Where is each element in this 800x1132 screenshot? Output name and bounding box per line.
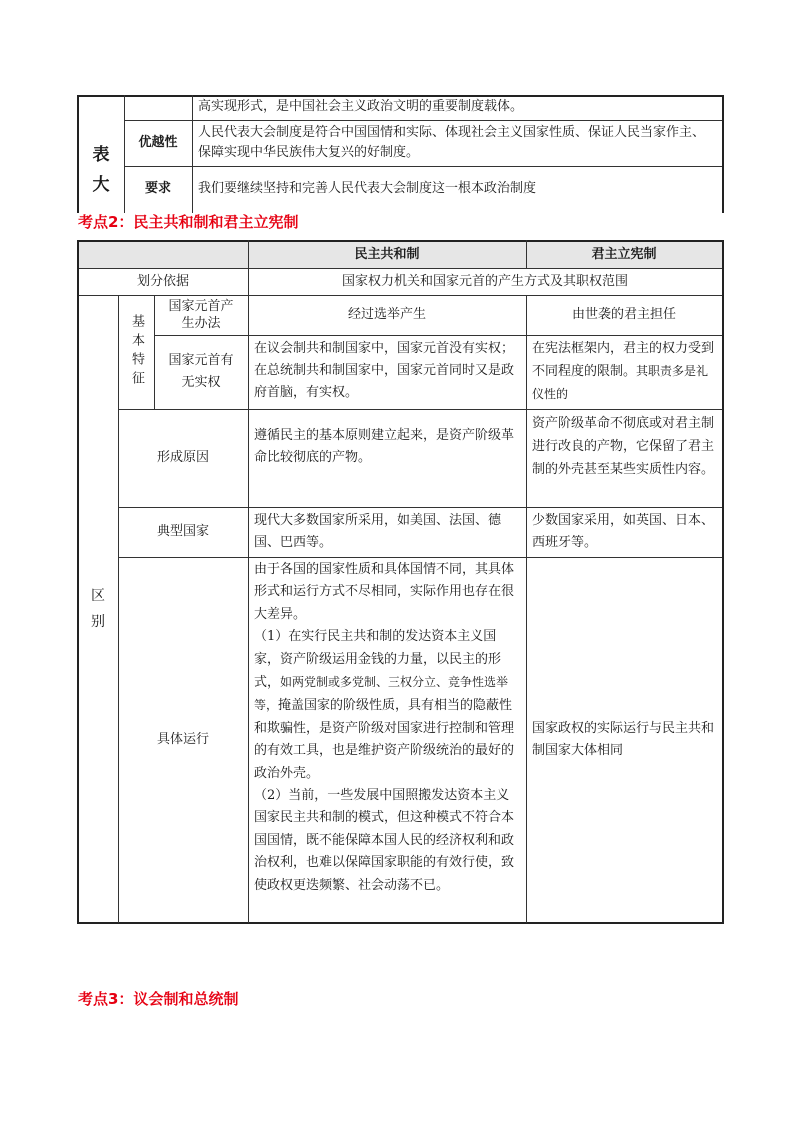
table2-head-power-monarchy-b: 其职责多是礼仪性的 [532, 364, 709, 401]
table2-origin-republic: 遵循民主的基本原则建立起来，是资产阶级革命比较彻底的产物。 [254, 428, 515, 465]
table2-operation-republic [248, 557, 526, 923]
table1-row-content-advantage: 人民代表大会制度是符合中国国情和实际、体现社会主义国家性质、保证人民当家作主、保障实现中华民族伟大复兴的好制度。 [198, 125, 706, 160]
table2-head-origin-republic: 经过选举产生 [347, 307, 426, 322]
table2-typical-label: 典型国家 [156, 524, 209, 539]
table2-operation-republic-p1: 由于各国的国家性质和具体国情不同，其具体形式和运行方式不尽相同，实际作用也存在很大差异。 [254, 562, 515, 622]
table1-row-content-requirement: 我们要继续坚持和完善人民代表大会制度这一根本政治制度 [198, 181, 537, 196]
table2-operation-monarchy: 国家政权的实际运行与民主共和制国家大体相同 [532, 721, 715, 758]
table1-row-label-requirement: 要求 [144, 181, 171, 196]
table2-header-blank [78, 241, 248, 268]
table1-row-label-advantage: 优越性 [138, 135, 178, 150]
table2-group-label: 区 别 [91, 588, 105, 630]
section-heading-republic-monarchy: 考点2：民主共和制和君主立宪制 [78, 213, 299, 231]
table2-typical-republic: 现代大多数国家所采用，如美国、法国、德国、巴西等。 [254, 513, 502, 550]
table2-basic-features-label: 基本特征 [129, 314, 144, 390]
table2-head-power-republic: 在议会制共和制国家中，国家元首没有实权；在总统制共和制国家中，国家元首同时又是政府首脑，有实权。 [254, 341, 515, 400]
table2-operation-republic-p2c: 掩盖国家的阶级性质，具有相当的隐蔽性和欺骗性，是资产阶级对国家进行控制和管理的有效工具，也是维护资产阶级统治的最好的政治外壳。 [254, 698, 515, 781]
table1-side-label: 表 大 [92, 145, 110, 195]
table1-row-content: 高实现形式，是中国社会主义政治文明的重要制度载体。 [198, 99, 524, 114]
table2-operation-republic-p2 [254, 626, 520, 785]
table2-operation-republic-p3: （2）当前，一些发展中国照搬发达资本主义国家民主共和制的模式，但这种模式不符合本国国情，既不能保障本国人民的经济权利和政治权利，也难以保障国家职能的有效行使，致使政权更迭频繁、社会动荡不已。 [254, 788, 515, 893]
table1-row-label [124, 96, 192, 120]
table2-head-origin-monarchy: 由世袭的君主担任 [571, 307, 676, 322]
table2-header-republic: 民主共和制 [248, 241, 526, 268]
table2-operation-label: 具体运行 [156, 732, 209, 747]
section-heading-parliamentary-presidential: 考点3：议会制和总统制 [78, 990, 239, 1008]
table2-head-origin-label: 国家元首产生办法 [168, 299, 234, 331]
table2-head-power-label: 国家元首有无实权 [168, 353, 234, 390]
table2-origin-monarchy: 资产阶级革命不彻底或对君主制进行改良的产物，它保留了君主制的外壳甚至某些实质性内容。 [532, 416, 715, 477]
table2-basis-content: 国家权力机关和国家元首的产生方式及其职权范围 [341, 273, 628, 289]
table2-header-monarchy: 君主立宪制 [526, 241, 722, 268]
table2-typical-monarchy: 少数国家采用，如英国、日本、西班牙等。 [532, 513, 715, 550]
table2-head-power-monarchy-a: 在宪法框架内，君主的权力受到不同程度的限制。 [532, 341, 715, 379]
table2-operation-republic-p2a: （1）在实行民主共和制的发达资本主义国家，资产阶级运用金钱的力量，以民主的形式， [254, 629, 502, 691]
table2-basis-label: 划分依据 [136, 273, 189, 289]
table2-origin-label: 形成原因 [156, 450, 209, 465]
table2-head-power-monarchy [526, 335, 722, 409]
table2-operation-republic-p2b: 如两党制或多党制、三权分立、竞争性选举等， [254, 675, 509, 713]
